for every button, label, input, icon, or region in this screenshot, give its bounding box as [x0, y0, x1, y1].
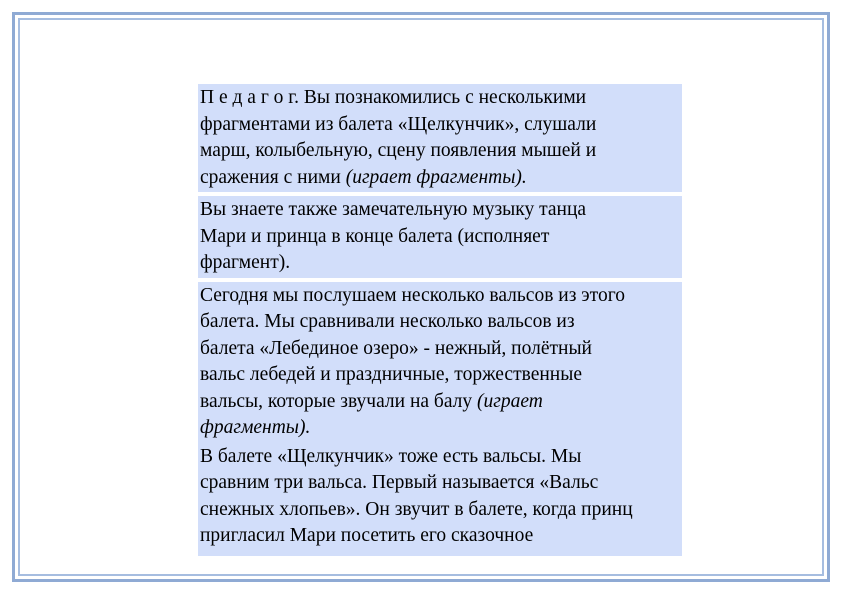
- paragraph-text: Сегодня мы послушаем несколько вальсов из этого балета. Мы сравнивали несколько вальсов из балета «Лебединое озеро» - нежный, полётный вальс лебедей и праздничные, торжественные вальсы, которые звучали на балу: [200, 284, 625, 412]
- slide-text-block: [198, 84, 682, 556]
- paragraph-text: В балете «Щелкунчик» тоже есть вальсы. Мы сравним три вальса. Первый называется «Вальс снежных хлопьев». Он звучит в балете, когда принц пригласил Мари посетить его сказочное: [200, 445, 633, 546]
- paragraph-waltzes: [198, 282, 682, 443]
- paragraph-nutcracker-waltzes: [198, 443, 682, 556]
- paragraph-teacher-intro: [198, 84, 682, 192]
- paragraph-text: Вы знаете также замечательную музыку танца Мари и принца в конце балета (исполняет фрагмент).: [200, 199, 587, 273]
- speaker-label: П е д а г о г.: [200, 87, 299, 108]
- stage-direction: (играет фрагменты).: [200, 390, 543, 438]
- stage-direction: (играет фрагменты).: [345, 166, 527, 188]
- paragraph-text: Вы познакомились с несколькими фрагментами из балета «Щелкунчик», слушали марш, колыбельную, сцену появления мышей и сражения с ними: [200, 87, 597, 188]
- paragraph-mari-prince: [198, 196, 682, 278]
